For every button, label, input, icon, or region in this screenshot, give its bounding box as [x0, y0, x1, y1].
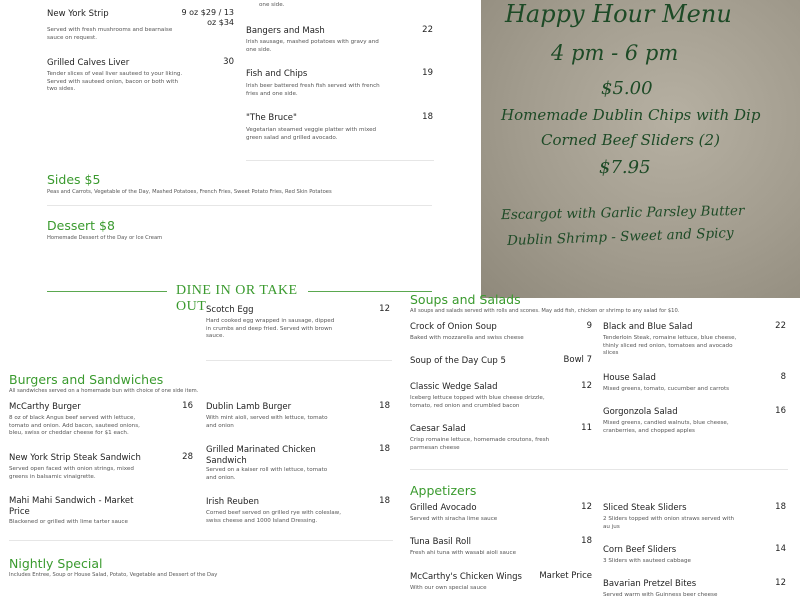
item-description: Served warm with Guinness beer cheese	[603, 592, 718, 598]
item-price: 28	[182, 452, 193, 462]
item-description: Mixed greens, tomato, cucumber and carrots	[603, 386, 730, 392]
divider	[246, 160, 434, 161]
item-name: New York Strip	[47, 9, 109, 19]
divider	[206, 360, 392, 361]
item-price: 18	[379, 496, 390, 506]
item-price: 22	[775, 321, 786, 331]
burgers-title: Burgers and Sandwiches	[9, 372, 164, 387]
sides-title: Sides $5	[47, 172, 101, 187]
item-name: Bavarian Pretzel Bites	[603, 579, 697, 589]
item-description: Tender slices of veal liver sauteed to your liking. Served with sauteed onion, bacon or both with two sides.	[47, 71, 183, 93]
item-description: Tenderloin Steak, romaine lettuce, blue cheese, thinly sliced red onion, tomatoes and avocado slices	[603, 335, 737, 357]
item-price: Market Price	[539, 571, 592, 581]
item-name: Gorgonzola Salad	[603, 407, 678, 417]
item-name: Soup of the Day Cup 5	[410, 356, 506, 366]
item-description: Irish sausage, mashed potatoes with gravy and one side.	[246, 39, 379, 53]
item-description: Irish beer battered fresh fish served with french fries and one side.	[246, 83, 380, 97]
item-name: Caesar Salad	[410, 424, 466, 434]
soups-salads-subtitle: All soups and salads served with rolls and scones. May add fish, chicken or shrimp to any salad for $10.	[410, 308, 680, 314]
chalk-price: $7.95	[599, 157, 651, 178]
dessert-subtitle: Homemade Dessert of the Day or Ice Cream	[47, 235, 163, 241]
appetizers-title: Appetizers	[410, 483, 477, 498]
item-price: 18	[379, 401, 390, 411]
item-description: Crisp romaine lettuce, homemade croutons, fresh parmesan cheese	[410, 437, 550, 451]
item-price: 12	[775, 578, 786, 588]
item-price: 30	[223, 57, 234, 67]
item-name: "The Bruce"	[246, 113, 297, 123]
divider	[9, 540, 393, 541]
item-description: Served open faced with onion strings, mixed greens in balsamic vinaigrette.	[9, 466, 134, 480]
item-price: 12	[379, 304, 390, 314]
item-name: House Salad	[603, 373, 656, 383]
item-price: 18	[775, 502, 786, 512]
item-description: With mint aioli, served with lettuce, tomato and onion	[206, 415, 328, 429]
item-description: Fresh ahi tuna with wasabi aioli sauce	[410, 550, 517, 556]
item-name: Crock of Onion Soup	[410, 322, 497, 332]
item-price: 8	[780, 372, 786, 382]
burgers-subtitle: All sandwiches served on a homemade bun with choice of one side item.	[9, 388, 199, 394]
item-name: McCarthy's Chicken Wings	[410, 572, 522, 582]
nightly-special-subtitle: Includes Entree, Soup or House Salad, Potato, Vegetable and Dessert of the Day	[9, 572, 218, 578]
item-name: Corn Beef Sliders	[603, 545, 677, 555]
item-description: 8 oz of black Angus beef served with lettuce, tomato and onion. Add bacon, sauteed onions, bleu, swiss or cheddar cheese for $1 each.	[9, 415, 140, 437]
item-price: 12	[581, 381, 592, 391]
item-description: Served with siracha lime sauce	[410, 516, 498, 522]
item-name: Grilled Avocado	[410, 503, 477, 513]
item-name: McCarthy Burger	[9, 402, 81, 412]
item-price: 16	[775, 406, 786, 416]
item-price: 12	[581, 502, 592, 512]
item-description: With our own special sauce	[410, 585, 487, 591]
chalk-item: Escargot with Garlic Parsley Butter	[500, 202, 745, 224]
item-price: 18	[379, 444, 390, 454]
chalk-item: Dublin Shrimp - Sweet and Spicy	[506, 225, 734, 249]
item-description: Vegetarian steamed veggie platter with mixed green salad and grilled avocado.	[246, 127, 377, 141]
partial-description: one side.	[259, 2, 285, 8]
chalk-time: 4 pm - 6 pm	[551, 41, 679, 65]
dine-in-banner: DINE IN OR TAKE OUT	[176, 283, 298, 314]
dessert-title: Dessert $8	[47, 218, 115, 233]
item-name: Irish Reuben	[206, 497, 260, 507]
item-description: Corned beef served on grilled rye with coleslaw, swiss cheese and 1000 Island Dressing.	[206, 510, 342, 524]
item-price: 14	[775, 544, 786, 554]
chalk-title: Happy Hour Menu	[505, 0, 732, 28]
item-name: Mahi Mahi Sandwich - Market Price	[9, 496, 134, 517]
chalk-item: Corned Beef Sliders (2)	[541, 131, 720, 149]
item-price: 9 oz $29 / 13 oz $34	[181, 8, 234, 27]
chalk-price: $5.00	[601, 78, 653, 99]
item-name: Dublin Lamb Burger	[206, 402, 292, 412]
happy-hour-chalkboard-photo	[481, 0, 800, 298]
divider	[410, 469, 788, 470]
soups-salads-title: Soups and Salads	[410, 292, 521, 307]
item-description: Hard cooked egg wrapped in sausage, dipped in crumbs and deep fried. Served with brown sauce.	[206, 318, 335, 340]
item-name: Classic Wedge Salad	[410, 382, 498, 392]
item-description: Baked with mozzarella and swiss cheese	[410, 335, 524, 341]
item-description: 3 Sliders with sauteed cabbage	[603, 558, 691, 564]
item-description: Served with fresh mushrooms and bearnaise sauce on request.	[47, 27, 173, 41]
item-name: Grilled Marinated Chicken Sandwich	[206, 445, 316, 466]
item-description: 2 Sliders topped with onion straws served with au jus	[603, 516, 735, 530]
nightly-special-title: Nightly Special	[9, 556, 103, 571]
chalk-item: Homemade Dublin Chips with Dip	[501, 106, 761, 124]
item-name: Bangers and Mash	[246, 26, 325, 36]
item-name: Black and Blue Salad	[603, 322, 693, 332]
item-price: 18	[422, 112, 433, 122]
item-name: New York Strip Steak Sandwich	[9, 453, 141, 463]
sides-subtitle: Peas and Carrots, Vegetable of the Day, Mashed Potatoes, French Fries, Sweet Potato Fries, Red Skin Potatoes	[47, 189, 332, 195]
item-description: Served on a kaiser roll with lettuce, tomato and onion.	[206, 467, 328, 481]
item-description: Mixed greens, candied walnuts, blue cheese, cranberries, and chopped apples	[603, 420, 729, 434]
item-name: Grilled Calves Liver	[47, 58, 130, 68]
item-price: Bowl 7	[563, 355, 592, 365]
item-price: 22	[422, 25, 433, 35]
banner-rule-left	[47, 291, 167, 292]
item-description: Blackened or grilled with lime tarter sauce	[9, 519, 128, 525]
item-name: Scotch Egg	[206, 305, 254, 315]
item-price: 9	[586, 321, 592, 331]
item-name: Sliced Steak Sliders	[603, 503, 687, 513]
item-name: Tuna Basil Roll	[410, 537, 471, 547]
divider	[47, 205, 432, 206]
item-price: 16	[182, 401, 193, 411]
item-price: 11	[581, 423, 592, 433]
item-name: Fish and Chips	[246, 69, 308, 79]
item-price: 19	[422, 68, 433, 78]
item-price: 18	[581, 536, 592, 546]
item-description: Iceberg lettuce topped with blue cheese drizzle, tomato, red onion and crumbled bacon	[410, 395, 545, 409]
